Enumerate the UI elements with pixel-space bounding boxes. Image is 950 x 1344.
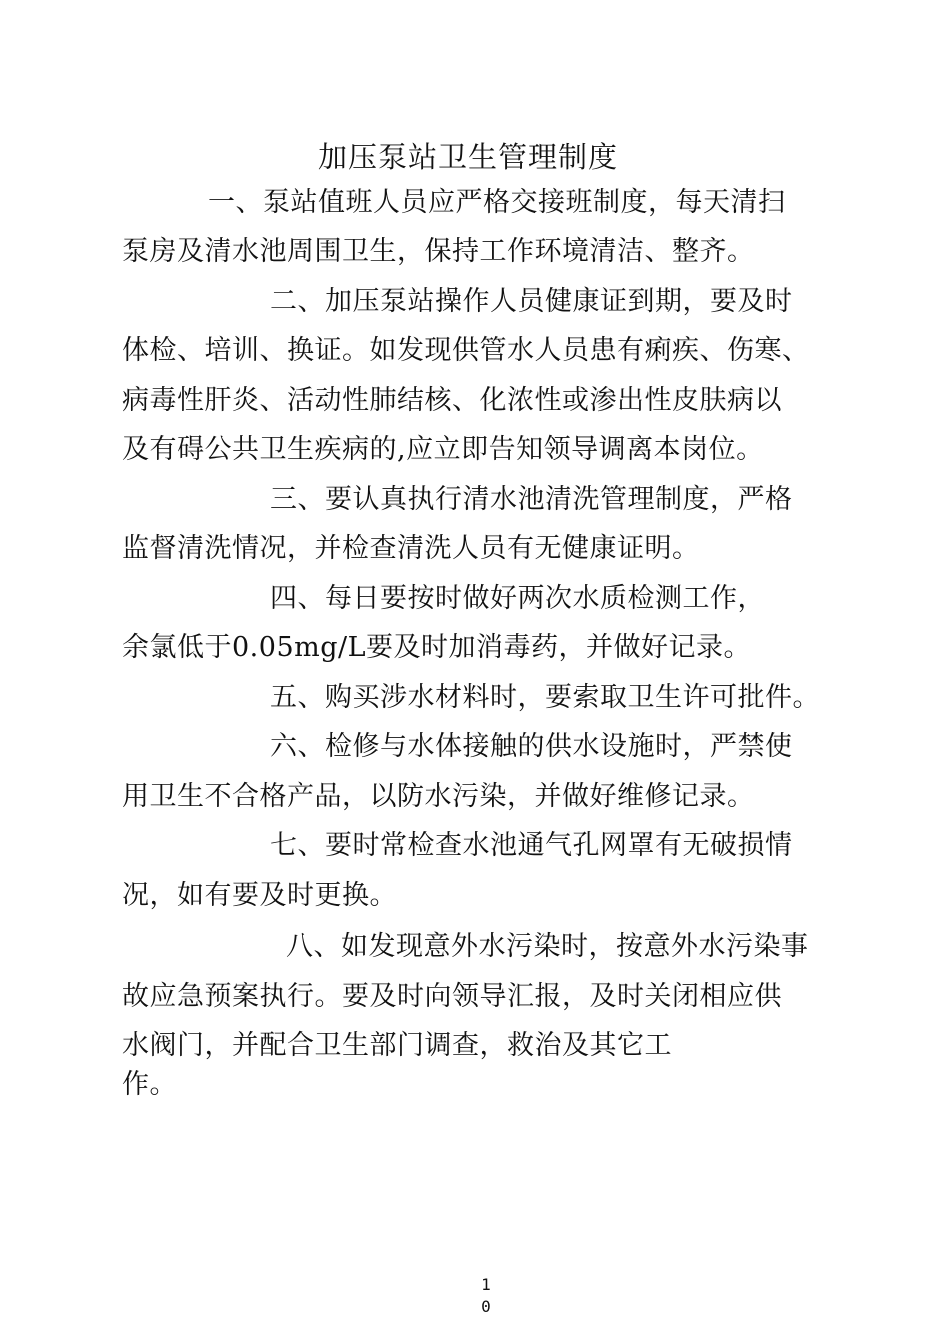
paragraph-line: 水阀门，并配合卫生部门调查，救治及其它工 — [122, 1030, 672, 1061]
paragraph-line: 故应急预案执行。要及时向领导汇报，及时关闭相应供 — [122, 981, 782, 1012]
paragraph-line: 一、泵站值班人员应严格交接班制度，每天清扫 — [208, 187, 786, 218]
paragraph-line: 四、每日要按时做好两次水质检测工作， — [270, 583, 765, 614]
paragraph-line: 五、购买涉水材料时，要索取卫生许可批件。 — [270, 682, 820, 713]
paragraph-line: 六、检修与水体接触的供水设施时，严禁使 — [270, 731, 793, 762]
paragraph-line: 用卫生不合格产品，以防水污染，并做好维修记录。 — [122, 781, 755, 812]
paragraph-line: 三、要认真执行清水池清洗管理制度，严格 — [270, 484, 793, 515]
document-title: 加压泵站卫生管理制度 — [318, 140, 619, 174]
paragraph-line: 体检、培训、换证。如发现供管水人员患有痢疾、伤寒、 — [122, 335, 810, 366]
paragraph-line: 作。 — [122, 1069, 177, 1100]
paragraph-line: 泵房及清水池周围卫生，保持工作环境清洁、整齐。 — [122, 236, 755, 267]
paragraph-line: 二、加压泵站操作人员健康证到期，要及时 — [270, 286, 793, 317]
paragraph-line: 七、要时常检查水池通气孔网罩有无破损情 — [270, 830, 793, 861]
paragraph-line: 监督清洗情况，并检查清洗人员有无健康证明。 — [122, 533, 700, 564]
paragraph-line: 况，如有要及时更换。 — [122, 880, 397, 911]
paragraph-line: 及有碍公共卫生疾病的,应立即告知领导调离本岗位。 — [122, 434, 764, 465]
paragraph-line: 余氯低于0.05mg/L要及时加消毒药，并做好记录。 — [122, 632, 752, 663]
page-number-first-line: 1 — [481, 1275, 491, 1294]
paragraph-line: 八、如发现意外水污染时，按意外水污染事 — [286, 931, 809, 962]
paragraph-line: 病毒性肝炎、活动性肺结核、化浓性或渗出性皮肤病以 — [122, 385, 782, 416]
page-number-second-line: 0 — [481, 1297, 491, 1316]
